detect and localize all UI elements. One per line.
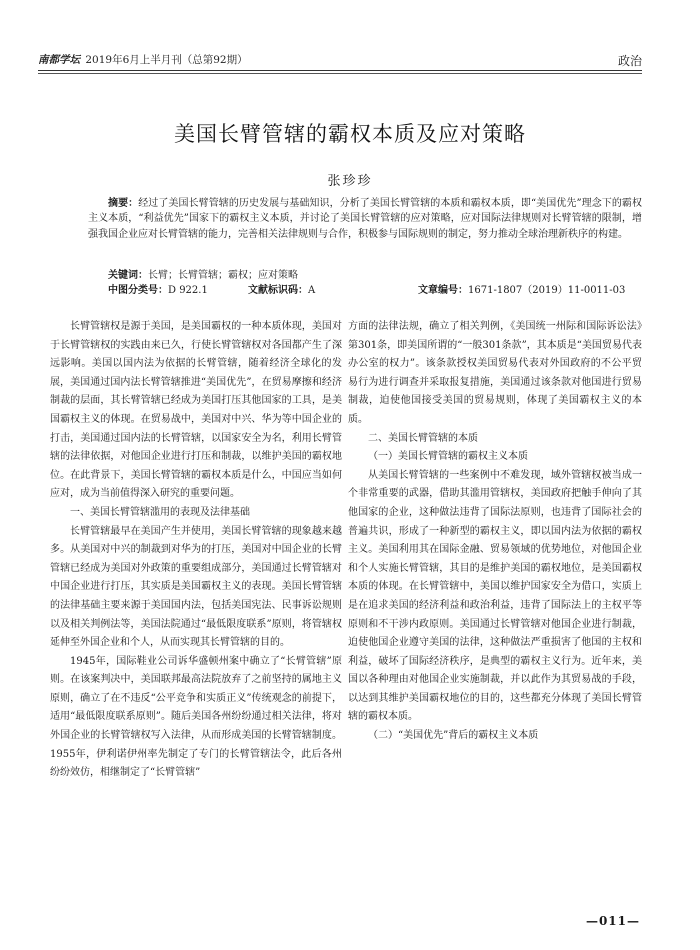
journal-name: 南都学坛 bbox=[38, 54, 80, 66]
abstract-label: 摘要： bbox=[108, 198, 139, 209]
section-label: 政治 bbox=[617, 54, 642, 68]
doc-code-field bbox=[248, 283, 315, 298]
keywords-text: 长臂；长臂管辖；霸权；应对策略 bbox=[148, 270, 298, 281]
article-id-label: 文章编号： bbox=[418, 285, 468, 296]
journal-issue: 2019年6月上半月刊（总第92期） bbox=[85, 54, 248, 66]
body-paragraph: 长臂管辖最早在美国产生并使用，美国长臂管辖的现象越来越多。从美国对中兴的制裁到对华为的打压，美国对中国企业的长臂管辖已经成为美国对外政策的重要组成部分，美国通过长臂管辖对中国企业进行打压，其实质是美国霸权主义的表现。美国长臂管辖的法律基础主要来源于美国国内法，包括美国宪法、民事诉讼规则以及相关判例法等，美国法院通过“最低限度联系”原则，将管辖权延伸至外国企业和个人，从而实现其长臂管辖的目的。 bbox=[50, 525, 342, 649]
body-right-column bbox=[348, 318, 642, 746]
abstract bbox=[88, 196, 642, 242]
abstract-paragraph bbox=[88, 196, 642, 242]
clc-value: D 922.1 bbox=[168, 285, 208, 296]
header-rule bbox=[38, 70, 642, 71]
article-id-field bbox=[418, 283, 625, 298]
body-paragraph: 从美国长臂管辖的一些案例中不难发现，域外管辖权被当成一个非常重要的武器，借助其滥用管辖权，美国政府把触手伸向了其他国家的企业，这种做法违背了国际法原则，也违背了国际社会的普遍共识，形成了一种新型的霸权主义，即以国内法为依据的霸权主义。美国利用其在国际金融、贸易领域的优势地位，对他国企业和个人实施长臂管辖，其目的是维护美国的霸权地位，是美国霸权本质的体现。在长臂管辖中，美国以维护国家安全为借口，实质上是在追求美国的经济利益和政治利益，违背了国际法上的主权平等原则和不干涉内政原则。美国通过长臂管辖对他国企业进行制裁，迫使他国企业遵守美国的法律，这种做法严重损害了他国的主权和利益，破坏了国际经济秩序，是典型的霸权主义行为。近年来，美国以各种理由对他国企业实施制裁，并以此作为其贸易战的手段，以达到其维护美国霸权地位的目的，这些都充分体现了美国长臂管辖的霸权本质。 bbox=[348, 469, 642, 723]
abstract-text: 经过了美国长臂管辖的历史发展与基础知识，分析了美国长臂管辖的本质和霸权本质，即“美国优先”理念下的霸权主义本质，“利益优先”国家下的霸权主义本质，并讨论了美国长臂管辖的应对策略，应对国际法律规则对长臂管辖的限制，增强我国企业应对长臂管辖的能力，完善相关法律规则与合作，积极参与国际规则的制定，努力推动全球治理新秩序的构建。 bbox=[88, 198, 642, 240]
subsection-heading: （二）“美国优先”背后的霸权主义本质 bbox=[368, 730, 539, 742]
body-paragraph: 1945年，国际鞋业公司诉华盛顿州案中确立了“长臂管辖”原则。在该案判决中，美国联邦最高法院放弃了之前坚持的属地主义原则，确立了在不违反“公平竞争和实质正义”传统观念的前提下，适用“最低限度联系原则”。随后美国各州纷纷通过相关法律，将对外国企业的长臂管辖权写入法律，从而形成美国的长臂管辖制度。1955年，伊利诺伊州率先制定了专门的长臂管辖法令，此后各州纷纷效仿，相继制定了“长臂管辖” bbox=[50, 655, 342, 779]
doc-code-value: A bbox=[308, 285, 316, 296]
classification-row bbox=[88, 283, 642, 298]
clc-field bbox=[88, 283, 208, 298]
journal-info bbox=[38, 52, 248, 67]
article-id-value: 1671-1807（2019）11-0011-03 bbox=[468, 285, 626, 296]
keywords-label: 关键词： bbox=[108, 270, 148, 281]
page-number: —011— bbox=[585, 914, 640, 928]
article-author: 张珍珍 bbox=[327, 174, 373, 189]
subsection-heading: （一）美国长臂管辖的霸权主义本质 bbox=[368, 451, 528, 463]
doc-code-label: 文献标识码： bbox=[248, 285, 308, 296]
running-header bbox=[38, 50, 642, 76]
keywords-row bbox=[88, 268, 642, 283]
section-heading: 一、美国长臂管辖滥用的表现及法律基础 bbox=[70, 506, 250, 518]
body-left-column bbox=[50, 318, 342, 783]
article-title: 美国长臂管辖的霸权本质及应对策略 bbox=[174, 122, 526, 146]
body-paragraph: 长臂管辖权是源于美国，是美国霸权的一种本质体现，美国对于长臂管辖权的实践由来已久，行使长臂管辖权对各国都产生了深远影响。美国以国内法为依据的长臂管辖，随着经济全球化的发展，美国通过国内法长臂管辖推进“美国优先”，在贸易摩擦和经济制裁的层面，其长臂管辖已经成为美国打压其他国家的工具，是美国霸权主义的体现。在贸易战中，美国对中兴、华为等中国企业的打击，美国通过国内法的长臂管辖，以国家安全为名，利用长臂管辖的法律依据，对他国企业进行打压和制裁，以维护美国的霸权地位。在此背景下，美国长臂管辖的霸权本质是什么，中国应当如何应对，成为当前值得深入研究的重要问题。 bbox=[50, 321, 342, 500]
body-paragraph: 方面的法律法规，确立了相关判例，《美国统一州际和国际诉讼法》第301条，即美国所谓的“一般301条款”，其本质是“美国贸易代表办公室的权力”。该条款授权美国贸易代表对外国政府的不公平贸易行为进行调查并采取报复措施，美国通过该条款对他国进行贸易制裁，迫使他国接受美国的贸易规则，体现了美国霸权主义的本质。 bbox=[348, 321, 642, 425]
clc-label: 中图分类号： bbox=[108, 285, 168, 296]
article-meta bbox=[88, 268, 642, 298]
header-rule-thin bbox=[38, 73, 642, 74]
section-heading: 二、美国长臂管辖的本质 bbox=[368, 432, 478, 444]
